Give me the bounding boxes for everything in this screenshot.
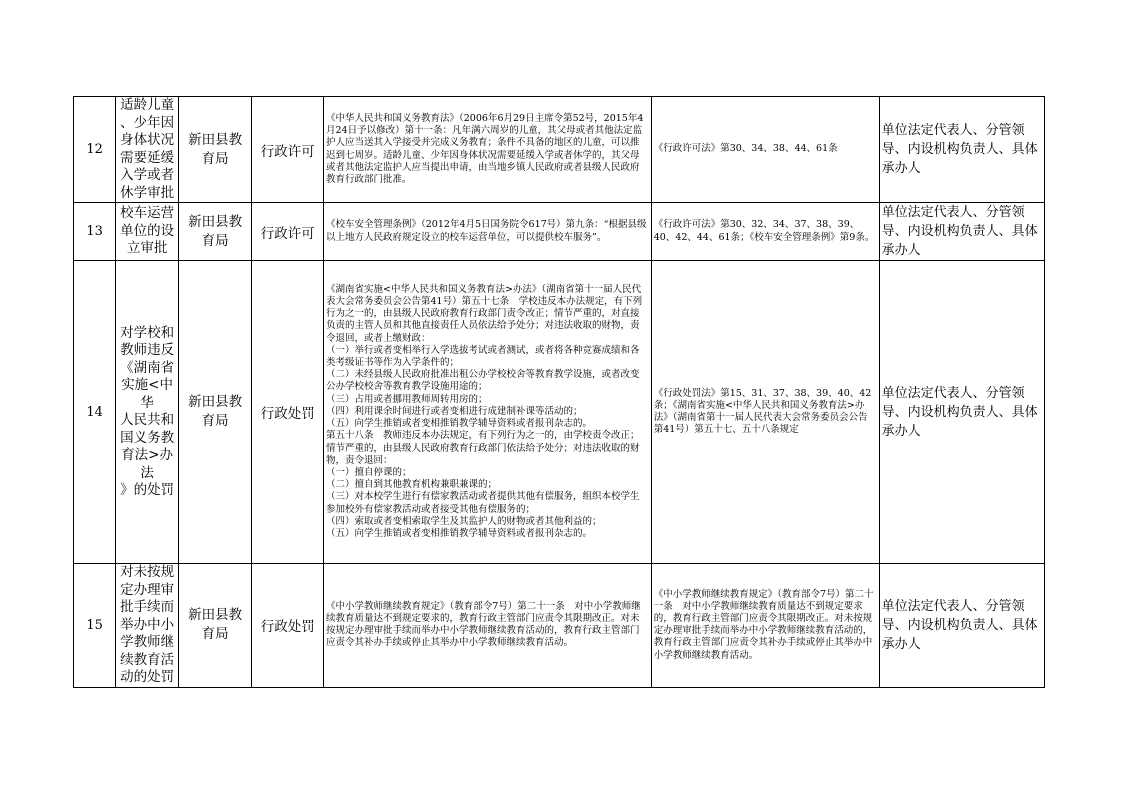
power-type: 行政许可 <box>252 203 324 261</box>
department: 新田县教 育局 <box>178 261 252 564</box>
row-number: 14 <box>74 261 116 564</box>
row-number: 13 <box>74 203 116 261</box>
row-number: 15 <box>74 564 116 688</box>
legal-basis: 《中小学教师继续教育规定》（教育部令7号）第二十一条 对中小学教师继续教育质量达不到规定要求的，教育行政主管部门应责令其限期改正。对未按规定办理审批手续而举办中小学教师继续教育活动的，教育行政主管部门应责令其补办手续或停止其举办中小学教师继续教育活动。 <box>324 564 652 688</box>
power-type: 行政处罚 <box>252 261 324 564</box>
table-row <box>74 564 1045 688</box>
legal-basis: 《校车安全管理条例》（2012年4月5日国务院令617号）第九条：“根据县级以上地方人民政府规定设立的校车运营单位，可以提供校车服务”。 <box>324 203 652 261</box>
responsible-persons: 单位法定代表人、分管领导、内设机构负责人、具体承办人 <box>879 203 1044 261</box>
legal-basis: 《中华人民共和国义务教育法》（2006年6月29日主席令第52号，2015年4月24日予以修改）第十一条：凡年满六周岁的儿童，其父母或者其他法定监护人应当送其入学接受并完成义务教育；条件不具备的地区的儿童，可以推迟到七周岁。适龄儿童、少年因身体状况需要延缓入学或者休学的，其父母或者其他法定监护人应当提出申请，由当地乡镇人民政府或者县级人民政府教育行政部门批准。 <box>324 97 652 203</box>
applicable-law: 《中小学教师继续教育规定》（教育部令7号）第二十一条 对中小学教师继续教育质量达不到规定要求的，教育行政主管部门应责令其限期改正。对未按规定办理审批手续而举办中小学教师继续教育活动的，教育行政主管部门应责令其补办手续或停止其举办中小学教师继续教育活动。 <box>651 564 879 688</box>
item-name: 适龄儿童 、少年因 身体状况 需要延缓 入学或者 休学审批 <box>116 97 179 203</box>
power-type: 行政处罚 <box>252 564 324 688</box>
responsible-persons: 单位法定代表人、分管领导、内设机构负责人、具体承办人 <box>879 97 1044 203</box>
table-row <box>74 203 1045 261</box>
legal-basis: 《湖南省实施<中华人民共和国义务教育法>办法》（湖南省第十一届人民代表大会常务委员会公告第41号）第五十七条 学校违反本办法规定，有下列行为之一的，由县级人民政府教育行政部门责令改正；情节严重的，对直接负责的主管人员和其他直接责任人员依法给予处分；对违法收取的财物，责令退回，或者上缴财政： （一）举行或者变相举行入学选拔考试或者测试，或者将各种竞赛成绩和各类考级证书等作为入学条件的； （二）未经县级人民政府批准出租公办学校校舍等教育教学设施，或者改变公办学校校舍等教育教学设施用途的； （三）占用或者挪用教师周转用房的； （四）利用课余时间进行或者变相进行成建制补课等活动的； （五）向学生推销或者变相推销教学辅导资料或者报刊杂志的。 第五十八条 教师违反本办法规定，有下列行为之一的，由学校责令改正；情节严重的，由县级人民政府教育行政部门依法给予处分；对违法收取的财物，责令退回： （一）擅自停课的； （二）擅自到其他教育机构兼职兼课的； （三）对本校学生进行有偿家教活动或者提供其他有偿服务，组织本校学生参加校外有偿家教活动或者接受其他有偿服务的； （四）索取或者变相索取学生及其监护人的财物或者其他利益的； （五）向学生推销或者变相推销教学辅导资料或者报刊杂志的。 <box>324 261 652 564</box>
department: 新田县教 育局 <box>178 203 252 261</box>
table-row <box>74 97 1045 203</box>
applicable-law: 《行政处罚法》第15、31、37、38、39、40、42条；《湖南省实施<中华人民共和国义务教育法>办法》（湖南省第十一届人民代表大会常务委员会公告第41号）第五十七、五十八条规定 <box>651 261 879 564</box>
power-type: 行政许可 <box>252 97 324 203</box>
responsible-persons: 单位法定代表人、分管领导、内设机构负责人、具体承办人 <box>879 564 1044 688</box>
item-name: 对未按规 定办理审 批手续而 举办中小 学教师继 续教育活 动的处罚 <box>116 564 179 688</box>
department: 新田县教 育局 <box>178 564 252 688</box>
table-row <box>74 261 1045 564</box>
applicable-law: 《行政许可法》第30、32、34、37、38、39、40、42、44、61条；《校车安全管理条例》第9条。 <box>651 203 879 261</box>
row-number: 12 <box>74 97 116 203</box>
department: 新田县教 育局 <box>178 97 252 203</box>
applicable-law: 《行政许可法》第30、34、38、44、61条 <box>651 97 879 203</box>
item-name: 校车运营 单位的设 立审批 <box>116 203 179 261</box>
responsible-persons: 单位法定代表人、分管领导、内设机构负责人、具体承办人 <box>879 261 1044 564</box>
item-name: 对学校和 教师违反 《湖南省 实施<中华 人民共和 国义务教 育法>办法 》的处罚 <box>116 261 179 564</box>
power-list-table <box>73 96 1045 688</box>
